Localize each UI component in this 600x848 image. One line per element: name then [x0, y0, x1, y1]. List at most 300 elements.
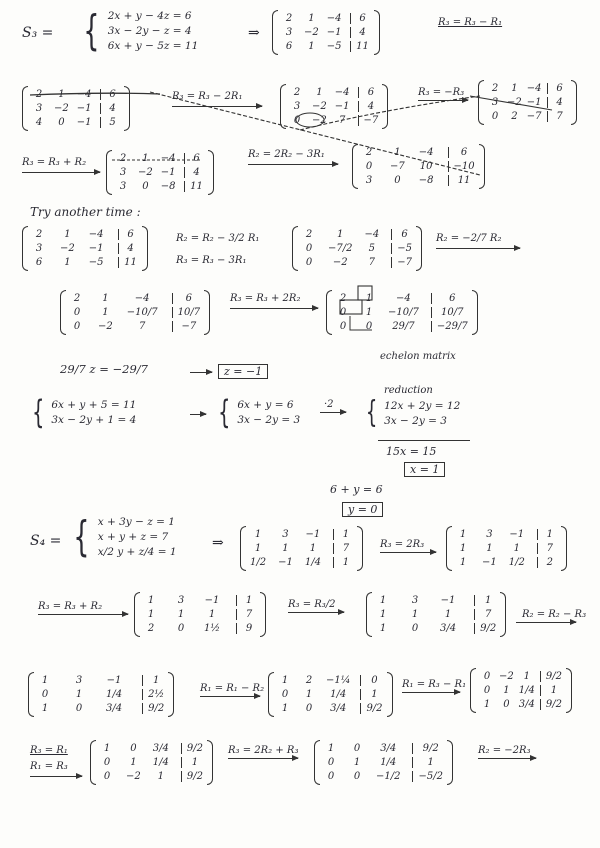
matrix-bracket [357, 526, 363, 571]
matrix-cell: 1/4 [106, 689, 123, 700]
matrix-cell: 0 [365, 161, 373, 172]
row-op-label: R₂ = −2R₃ [478, 745, 531, 756]
matrix-cell: 5 [100, 117, 120, 128]
arrow-icon [230, 308, 318, 309]
matrix-cell: 5 [368, 243, 376, 254]
matrix-cell: 7 [138, 321, 146, 332]
matrix-bracket [387, 672, 393, 717]
matrix-cell: −4 [326, 13, 342, 24]
matrix-cell: −4 [526, 83, 542, 94]
row-op-label: R₃ = R₁ [30, 745, 68, 756]
matrix-cell: 11 [448, 175, 475, 186]
arrow-icon [38, 614, 128, 615]
matrix-cell: 6 [118, 229, 138, 240]
matrix-cell: −1 [526, 97, 542, 108]
matrix-cell: 0 [360, 675, 382, 686]
matrix-cell: 1 [64, 257, 71, 268]
matrix-cell: 1 [147, 595, 155, 606]
matrix-cell: 1 [75, 689, 83, 700]
matrix-cell: −7 [526, 111, 542, 122]
section-title: Try another time : [30, 205, 141, 219]
matrix-cell: 1/4 [152, 757, 169, 768]
row-op-label: R₃ = 2R₂ + R₃ [228, 745, 299, 756]
matrix-cell: 0 [411, 623, 419, 634]
matrix-cell: 1 [130, 757, 137, 768]
matrix-cell: 1 [333, 557, 353, 568]
matrix-cell: 6 [448, 147, 475, 158]
s4-matrix-4 [366, 592, 506, 637]
matrix-cell: 2 [305, 675, 313, 686]
row-op-label: R₃ = R₃ − 2R₁ [172, 91, 243, 102]
matrix-cell: 4 [35, 117, 43, 128]
matrix-cell: 6 [285, 41, 293, 52]
matrix-cell: −2 [54, 103, 69, 114]
matrix-cell: −4 [364, 229, 380, 240]
matrix-cell: 0 [394, 175, 401, 186]
row-op-label: R₂ = R₂ − R₃ [522, 609, 587, 620]
matrix-cell: 1½ [204, 623, 221, 634]
matrix-cell: 29/7 [392, 321, 415, 332]
matrix-cell: 1 [305, 689, 313, 700]
matrix-cell: 0 [483, 671, 491, 682]
matrix-cell: 6 [358, 87, 379, 98]
matrix-cell: 3 [486, 529, 493, 540]
matrix-cell: 3 [75, 675, 83, 686]
matrix-cell: 3 [491, 97, 499, 108]
matrix-cell: 1 [511, 83, 518, 94]
matrix-cell: 2½ [142, 689, 164, 700]
sum-line [378, 440, 470, 441]
matrix-cell: −4 [134, 293, 150, 304]
matrix-cell: 6 [350, 13, 370, 24]
matrix-cell: 1 [474, 595, 496, 606]
matrix-cell: 0 [305, 257, 313, 268]
matrix-cell: 0 [305, 703, 313, 714]
matrix-cell: 0 [75, 703, 83, 714]
matrix-bracket [204, 290, 210, 335]
s4-matrix-5 [28, 672, 174, 717]
matrix-cell: 3/4 [440, 623, 457, 634]
matrix-cell: 10/7 [172, 307, 200, 318]
matrix-cell: 9/2 [142, 703, 164, 714]
matrix-cell: −5 [391, 243, 412, 254]
matrix-cell: 3 [119, 181, 127, 192]
matrix-cell: 0 [305, 243, 313, 254]
x-result-box: x = 1 [404, 462, 445, 477]
matrix-cell: 3 [282, 529, 289, 540]
row-op-label: R₂ = R₂ − 3/2 R₁ [176, 233, 260, 244]
arrow-icon [516, 622, 576, 623]
matrix-cell: 2 [491, 83, 499, 94]
matrix-bracket [500, 592, 506, 637]
arrow-icon [190, 414, 206, 415]
matrix-cell: −1¼ [326, 675, 351, 686]
matrix-cell: 1 [103, 743, 111, 754]
matrix-cell: −2 [304, 27, 319, 38]
row-op-label: R₃ = R₃ + R₂ [38, 601, 103, 612]
matrix-cell: 11 [184, 181, 204, 192]
matrix-cell: 6 [100, 89, 120, 100]
matrix-cell: 1 [58, 89, 65, 100]
matrix-cell: 9/2 [360, 703, 382, 714]
arrow-icon [478, 758, 536, 759]
row-op-label: R₁ = R₁ − R₂ [200, 683, 265, 694]
matrix-cell: 9/2 [540, 699, 562, 710]
z-result-box: z = −1 [218, 364, 268, 379]
matrix-cell: 0 [483, 685, 491, 696]
matrix-cell: −10 [448, 161, 475, 172]
matrix-cell: −2 [499, 671, 514, 682]
matrix-cell: 0 [130, 743, 137, 754]
s4-matrix-1 [240, 526, 363, 571]
matrix-cell: 6 [172, 293, 200, 304]
reduction-system: { 12x + 2y = 12 3x − 2y = 3 [365, 395, 461, 430]
row-op-label: R₁ = R₃ [30, 761, 68, 772]
matrix-cell: 1 [316, 87, 323, 98]
matrix-cell: 1 [412, 757, 442, 768]
matrix-cell: −1 [88, 243, 104, 254]
matrix-cell: 3/4 [380, 743, 397, 754]
matrix-cell: −1 [334, 101, 350, 112]
s4-matrix-2 [446, 526, 567, 571]
matrix-cell: 3/4 [152, 743, 169, 754]
matrix-cell: 7 [236, 609, 256, 620]
matrix-cell: −2 [507, 97, 522, 108]
eq-line: 6x + y − 5z = 11 [107, 40, 199, 52]
row-op-label: R₃ = R₃ − R₁ [438, 17, 503, 28]
arrow-icon [380, 552, 436, 553]
matrix-cell: 1 [513, 543, 520, 554]
matrix-cell: 0 [281, 689, 289, 700]
matrix-cell: 1 [486, 543, 493, 554]
matrix-cell: 1/2 [250, 557, 267, 568]
matrix-cell: 6 [35, 257, 43, 268]
eq-line: 3x − 2y − z = 4 [107, 25, 192, 37]
matrix-cell: 9/2 [412, 743, 442, 754]
matrix-cell: −2 [332, 257, 348, 268]
s4-matrix-9 [314, 740, 453, 785]
matrix-cell: 2 [339, 293, 347, 304]
matrix-cell: 1 [254, 543, 262, 554]
matrix-cell: −2 [126, 771, 141, 782]
matrix-cell: 2 [35, 89, 43, 100]
arrow-icon [30, 776, 82, 777]
matrix-cell: −2 [60, 243, 75, 254]
matrix-bracket [142, 226, 148, 271]
matrix-bracket [416, 226, 422, 271]
y-equation: 6 + y = 6 [330, 483, 383, 496]
matrix-cell: 1 [41, 703, 49, 714]
matrix-cell: 1 [483, 699, 491, 710]
matrix-cell: 1 [503, 685, 510, 696]
matrix-cell: −1 [106, 675, 122, 686]
matrix-cell: 3/4 [330, 703, 347, 714]
row-op-label: R₃ = R₃ + R₂ [22, 157, 87, 168]
matrix-cell: 3 [177, 595, 185, 606]
matrix-cell: 0 [58, 117, 65, 128]
matrix-cell: 9/2 [181, 771, 203, 782]
matrix-cell: 1 [281, 703, 289, 714]
matrix-cell: 4 [358, 101, 379, 112]
matrix-cell: 6 [184, 153, 204, 164]
matrix-bracket [447, 740, 453, 785]
arrow-icon [436, 248, 520, 249]
matrix-bracket [260, 592, 266, 637]
matrix-cell: −7 [358, 115, 379, 126]
matrix-cell: 6 [391, 229, 412, 240]
matrix-cell: 1 [540, 685, 562, 696]
matrix-cell: 7 [368, 257, 376, 268]
matrix-cell: 1 [308, 13, 315, 24]
arrow-icon [228, 758, 298, 759]
s4-system: { x + 3y − z = 1 x + y + z = 7 x/2 y + z/4 = 1 [73, 512, 177, 561]
matrix-cell: 3 [35, 103, 43, 114]
matrix-cell: 9 [236, 623, 256, 634]
s4-label: S₄ = [30, 533, 62, 549]
matrix-cell: 1 [394, 147, 401, 158]
matrix-cell: −7 [172, 321, 200, 332]
matrix-cell: 1 [337, 229, 344, 240]
matrix-cell: 1 [327, 743, 335, 754]
matrix-cell: 10 [419, 161, 433, 172]
matrix-cell: −1 [482, 557, 497, 568]
matrix-cell: 0 [41, 689, 49, 700]
matrix-cell: −10/7 [388, 307, 419, 318]
matrix-cell: −1/2 [376, 771, 401, 782]
sum-equation: 15x = 15 [386, 445, 437, 458]
matrix-cell: 0 [491, 111, 499, 122]
matrix-cell: 1 [254, 529, 262, 540]
matrix-cell: 1 [181, 757, 203, 768]
matrix-cell: 0 [177, 623, 185, 634]
matrix-cell: 4 [350, 27, 370, 38]
matrix-cell: 3/4 [518, 699, 535, 710]
z-equation: 29/7 z = −29/7 [60, 362, 148, 376]
row-op-label: R₂ = 2R₂ − 3R₁ [248, 149, 325, 160]
matrix-cell: 7 [338, 115, 346, 126]
matrix-cell: −1 [326, 27, 342, 38]
matrix-cell: 3 [365, 175, 373, 186]
implies-icon: ⇒ [248, 25, 260, 41]
matrix-cell: 0 [353, 771, 361, 782]
matrix-cell: 1 [459, 543, 467, 554]
matrix-cell: 1 [411, 609, 419, 620]
matrix-cell: −7 [391, 257, 412, 268]
matrix-cell: 3 [119, 167, 127, 178]
matrix-cell: 9/2 [181, 743, 203, 754]
row-op-label: R₃ = 2R₃ [380, 539, 425, 550]
matrix-cell: 1 [142, 675, 164, 686]
matrix-cell: 4 [118, 243, 138, 254]
matrix-cell: 0 [73, 307, 81, 318]
s4-matrix-6 [268, 672, 393, 717]
matrix-cell: 0 [339, 321, 347, 332]
matrix-cell: 6 [431, 293, 468, 304]
matrix-cell: −1 [278, 557, 293, 568]
matrix-cell: −4 [88, 229, 104, 240]
matrix-cell: 6 [547, 83, 567, 94]
matrix-cell: 1 [444, 609, 452, 620]
matrix-cell: −1 [305, 529, 321, 540]
matrix-cell: −4 [76, 89, 92, 100]
matrix-cell: 4 [100, 103, 120, 114]
multiply-label: ·2 [324, 399, 334, 410]
matrix-cell: 2 [293, 87, 301, 98]
matrix-cell: 0 [142, 181, 149, 192]
matrix-cell: 1 [157, 771, 164, 782]
matrix-cell: −1 [440, 595, 456, 606]
matrix-cell: 1 [208, 609, 216, 620]
implies-icon: ⇒ [212, 535, 224, 551]
matrix-cell: 2 [119, 153, 127, 164]
sub-system-2: { 6x + y = 6 3x − 2y = 3 [218, 393, 301, 431]
row-op-label: R₃ = R₃ + 2R₂ [230, 293, 301, 304]
matrix-cell: 0 [339, 307, 347, 318]
matrix-cell: 1 [308, 41, 315, 52]
matrix-cell: 2 [285, 13, 293, 24]
matrix-cell: 9/2 [540, 671, 562, 682]
matrix-cell: −8 [160, 181, 176, 192]
matrix-cell: 1/4 [518, 685, 535, 696]
matrix-cell: 2 [35, 229, 43, 240]
attempt2-matrix-1 [22, 226, 148, 271]
matrix-cell: 2 [537, 557, 557, 568]
arrow-icon [402, 692, 460, 693]
row-op-label: R₃ = −R₃ [418, 87, 465, 98]
matrix-cell: 1 [333, 529, 353, 540]
arrow-icon [200, 696, 260, 697]
matrix-cell: 1 [64, 229, 71, 240]
matrix-cell: 1 [142, 153, 149, 164]
matrix-cell: 1 [459, 529, 467, 540]
matrix-cell: −4 [396, 293, 411, 304]
matrix-cell: −7 [390, 161, 405, 172]
matrix-cell: 2 [147, 623, 155, 634]
matrix-cell: 3 [35, 243, 43, 254]
matrix-cell: 1 [365, 293, 373, 304]
matrix-cell: 11 [118, 257, 138, 268]
matrix-cell: 4 [184, 167, 204, 178]
matrix-cell: 2 [305, 229, 313, 240]
matrix-cell: 1 [281, 675, 289, 686]
matrix-cell: 1 [236, 595, 256, 606]
matrix-cell: 1 [379, 609, 387, 620]
matrix-cell: 7 [537, 543, 557, 554]
matrix-cell: 1 [379, 595, 387, 606]
matrix-cell: 7 [547, 111, 567, 122]
echelon-label: echelon matrix [380, 351, 456, 362]
matrix-cell: 3 [411, 595, 419, 606]
matrix-cell: 9/2 [474, 623, 496, 634]
matrix-cell: −1 [160, 167, 176, 178]
s4-matrix-8 [90, 740, 213, 785]
matrix-cell: −2 [312, 101, 327, 112]
s3-label: S₃ = [22, 25, 54, 41]
matrix-cell: 1/4 [330, 689, 347, 700]
matrix-cell: 0 [327, 757, 335, 768]
brace-icon: { [83, 6, 100, 55]
row-op-label: R₃ = R₃/2 [288, 599, 336, 610]
eq-line: 2x + y − 4z = 6 [107, 10, 192, 22]
matrix-cell: 1 [102, 293, 109, 304]
matrix-cell: −2 [98, 321, 113, 332]
matrix-cell: −2 [312, 115, 327, 126]
matrix-cell: −1 [204, 595, 220, 606]
y-result-box: y = 0 [342, 502, 383, 517]
matrix-cell: 10/7 [431, 307, 468, 318]
matrix-cell: 0 [365, 321, 373, 332]
matrix-bracket [561, 526, 567, 571]
matrix-bracket [168, 672, 174, 717]
arrow-icon [288, 612, 344, 613]
matrix-cell: 3 [285, 27, 293, 38]
matrix-cell: 1 [523, 671, 530, 682]
attempt2-matrix-2 [292, 226, 422, 271]
matrix-cell: 0 [73, 321, 81, 332]
arrow-icon [320, 412, 346, 413]
matrix-cell: 2 [365, 147, 373, 158]
attempt2-matrix-3 [60, 290, 210, 335]
row-op-label: R₁ = R₃ − R₁ [402, 679, 467, 690]
matrix-cell: −10/7 [126, 307, 158, 318]
matrix-cell: −4 [160, 153, 176, 164]
matrix-cell: 1 [379, 623, 387, 634]
matrix-cell: 1 [102, 307, 109, 318]
matrix-cell: −5/2 [412, 771, 442, 782]
attempt2-matrix-4 [326, 290, 478, 335]
matrix-bracket [566, 668, 572, 713]
arrow-icon [190, 372, 212, 373]
matrix-cell: 2 [73, 293, 81, 304]
matrix-cell: −1 [76, 117, 92, 128]
matrix-cell: 0 [103, 757, 111, 768]
matrix-cell: −2 [138, 167, 153, 178]
matrix-cell: −4 [418, 147, 434, 158]
matrix-cell: 3/4 [106, 703, 123, 714]
matrix-cell: −1 [76, 103, 92, 114]
matrix-cell: 1 [41, 675, 49, 686]
matrix-cell: 3 [293, 101, 301, 112]
matrix-cell: −4 [334, 87, 350, 98]
matrix-cell: 1 [537, 529, 557, 540]
matrix-cell: 2 [511, 111, 518, 122]
matrix-cell: 1 [360, 689, 382, 700]
matrix-cell: −1 [509, 529, 525, 540]
matrix-cell: −29/7 [431, 321, 468, 332]
sub-system-1: { 6x + y + 5 = 11 3x − 2y + 1 = 4 [32, 393, 137, 431]
row-op-label: R₂ = −2/7 R₂ [436, 233, 502, 244]
s4-matrix-7 [470, 668, 572, 713]
matrix-cell: 1 [282, 543, 289, 554]
matrix-cell: 0 [353, 743, 361, 754]
matrix-cell: 1 [309, 543, 317, 554]
matrix-cell: 0 [103, 771, 111, 782]
matrix-cell: 1 [365, 307, 373, 318]
matrix-cell: 1 [147, 609, 155, 620]
matrix-cell: −7/2 [328, 243, 353, 254]
matrix-cell: 7 [474, 609, 496, 620]
s4-matrix-3 [134, 592, 266, 637]
reduction-label: reduction [384, 385, 433, 396]
matrix-bracket [207, 740, 213, 785]
matrix-cell: 7 [333, 543, 353, 554]
matrix-cell: 4 [547, 97, 567, 108]
matrix-cell: 0 [327, 771, 335, 782]
matrix-cell: 1 [353, 757, 361, 768]
matrix-cell: −8 [418, 175, 434, 186]
matrix-cell: 1/2 [508, 557, 525, 568]
matrix-cell: 1 [177, 609, 185, 620]
